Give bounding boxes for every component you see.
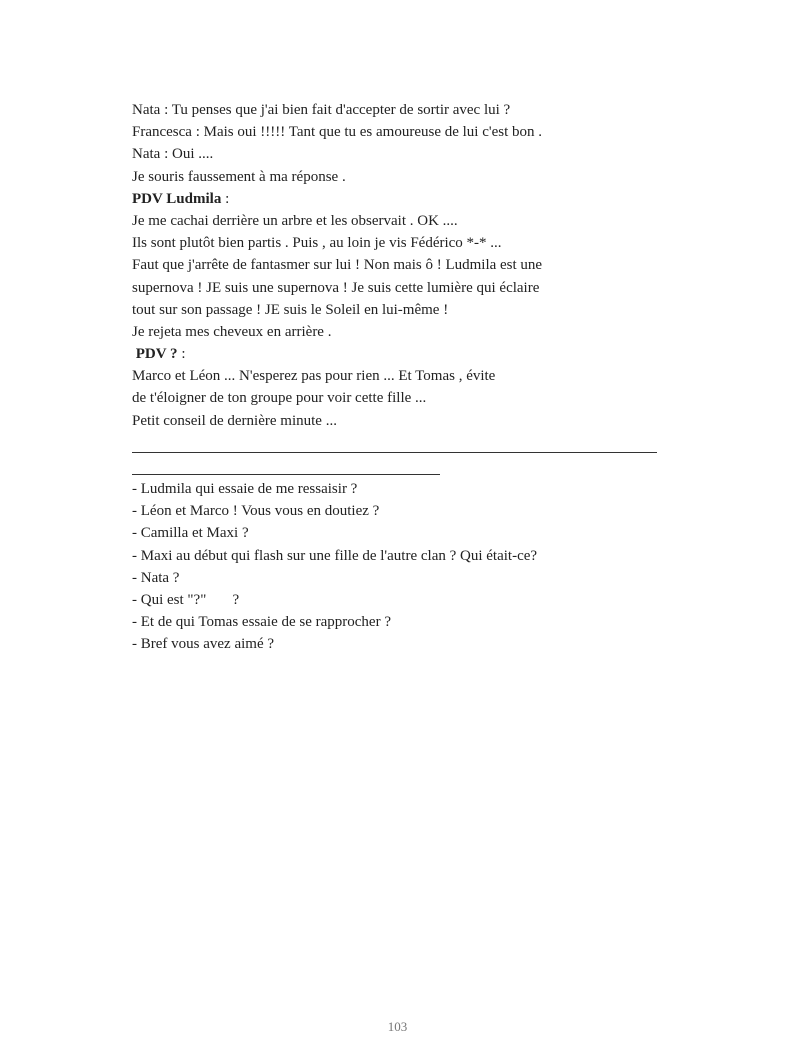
pdv-heading-ludmila [132, 188, 672, 210]
list-item: - Qui est "?" ? [132, 591, 240, 608]
list-item: - Ludmila qui essaie de me ressaisir ? [132, 481, 358, 497]
story-text [132, 99, 672, 432]
story-line: Nata : Oui .... [132, 146, 214, 163]
page-number: 103 [387, 1019, 408, 1034]
story-line: tout sur son passage ! JE suis le Soleil en lui-même ! [132, 301, 449, 318]
pdv-heading-unknown [132, 343, 672, 365]
list-item: - Camilla et Maxi ? [132, 525, 249, 542]
question-list [132, 478, 672, 656]
story-line: de t'éloigner de ton groupe pour voir cette fille ... [132, 390, 427, 407]
story-line: Nata : Tu penses que j'ai bien fait d'accepter de sortir avec lui ? [132, 102, 511, 118]
list-item: - Léon et Marco ! Vous vous en doutiez ? [132, 503, 380, 520]
divider-line [132, 474, 440, 475]
story-line: Francesca : Mais oui !!!!! Tant que tu es amoureuse de lui c'est bon . [132, 124, 543, 141]
list-item: - Bref vous avez aimé ? [132, 636, 275, 653]
pdv-suffix: : [177, 346, 186, 363]
story-line: Je me cachai derrière un arbre et les observait . OK .... [132, 212, 458, 229]
story-line: Je rejeta mes cheveux en arrière . [132, 323, 332, 340]
story-line: Petit conseil de dernière minute ... [132, 412, 337, 429]
pdv-suffix: : [221, 190, 230, 207]
divider-line [132, 452, 657, 453]
story-line: Marco et Léon ... N'esperez pas pour rien ... Et Tomas , évite [132, 368, 496, 385]
list-item: - Et de qui Tomas essaie de se rapprocher ? [132, 614, 391, 631]
pdv-label: PDV Ludmila [132, 190, 222, 207]
story-line: Je souris faussement à ma réponse . [132, 168, 346, 185]
list-item: - Maxi au début qui flash sur une fille de l'autre clan ? Qui était-ce? [132, 547, 538, 564]
story-line: supernova ! JE suis une supernova ! Je suis cette lumière qui éclaire [132, 279, 540, 296]
story-line: Faut que j'arrête de fantasmer sur lui ! Non mais ô ! Ludmila est une [132, 257, 543, 274]
pdv-label: PDV ? [135, 346, 178, 363]
story-line: Ils sont plutôt bien partis . Puis , au loin je vis Fédérico *-* ... [132, 235, 502, 252]
list-item: - Nata ? [132, 569, 180, 586]
